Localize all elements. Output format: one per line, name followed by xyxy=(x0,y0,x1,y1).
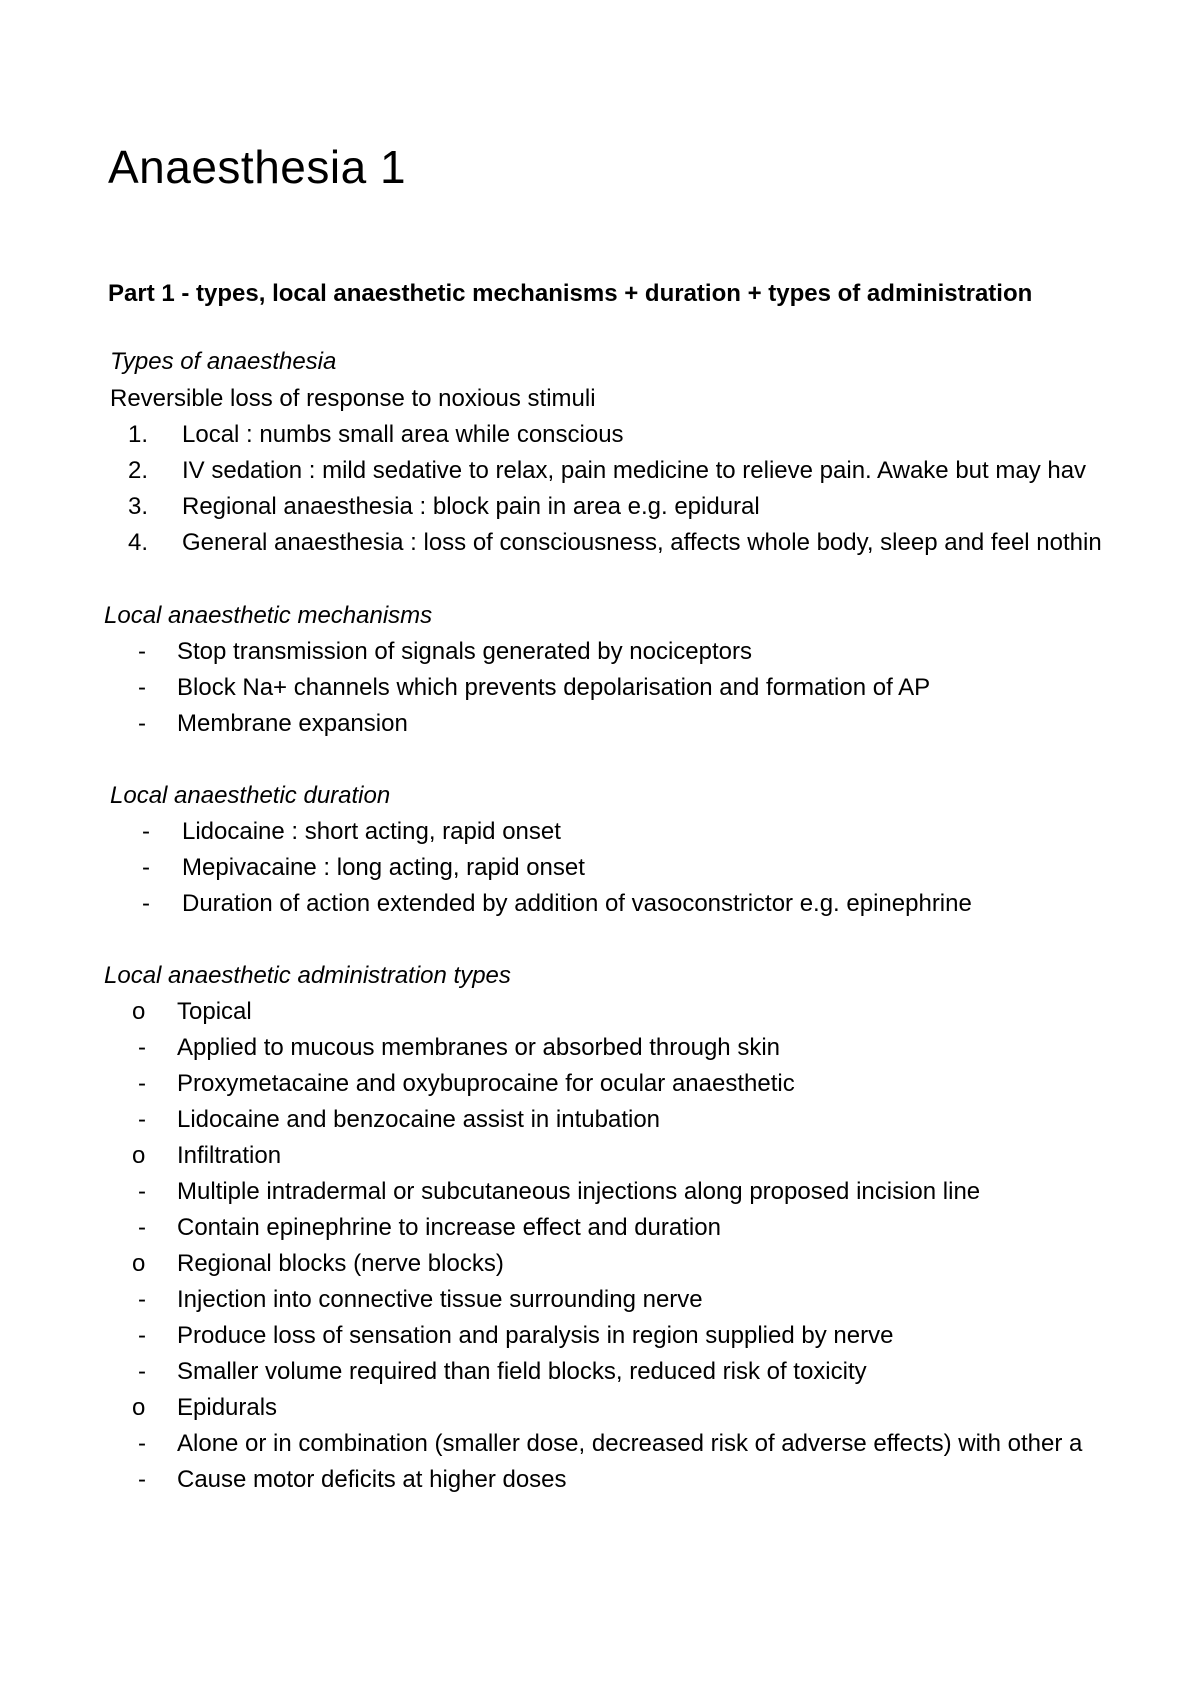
administration-item xyxy=(0,1178,1200,1214)
types-heading: Types of anaesthesia xyxy=(110,348,337,375)
list-dash: - xyxy=(142,818,150,845)
administration-item xyxy=(0,1106,1200,1142)
types-item xyxy=(0,493,1200,529)
list-number: 1. xyxy=(128,421,149,448)
administration-item xyxy=(0,1430,1200,1466)
list-item-text: Block Na+ channels which prevents depolarisation and formation of AP xyxy=(177,674,931,701)
list-item-text: General anaesthesia : loss of consciousness, affects whole body, sleep and feel nothin xyxy=(182,529,1102,556)
administration-item xyxy=(0,1214,1200,1250)
list-dash: - xyxy=(138,710,146,737)
list-item-text: Stop transmission of signals generated by nociceptors xyxy=(177,638,752,665)
list-item-text: Epidurals xyxy=(177,1394,278,1421)
administration-item xyxy=(0,1322,1200,1358)
list-item-text: Proxymetacaine and oxybuprocaine for ocular anaesthetic xyxy=(177,1070,795,1097)
duration-item xyxy=(0,818,1200,854)
list-dash: - xyxy=(138,1034,146,1061)
list-item-text: Injection into connective tissue surrounding nerve xyxy=(177,1286,703,1313)
list-number: 2. xyxy=(128,457,149,484)
list-item-text: Local : numbs small area while conscious xyxy=(182,421,624,448)
administration-item xyxy=(0,1034,1200,1070)
list-item-text: Contain epinephrine to increase effect and duration xyxy=(177,1214,721,1241)
mechanisms-heading: Local anaesthetic mechanisms xyxy=(104,602,433,629)
administration-item xyxy=(0,1358,1200,1394)
list-item-text: Applied to mucous membranes or absorbed through skin xyxy=(177,1034,780,1061)
list-item-text: Regional anaesthesia : block pain in area e.g. epidural xyxy=(182,493,760,520)
duration-item xyxy=(0,890,1200,926)
list-dash: - xyxy=(138,1286,146,1313)
mechanisms-item xyxy=(0,710,1200,746)
list-dash: - xyxy=(138,1178,146,1205)
list-bullet: o xyxy=(132,998,146,1025)
list-item-text: Lidocaine : short acting, rapid onset xyxy=(182,818,561,845)
list-number: 4. xyxy=(128,529,149,556)
types-item xyxy=(0,529,1200,565)
administration-item xyxy=(0,1250,1200,1286)
page-title: Anaesthesia 1 xyxy=(108,141,407,193)
types-item xyxy=(0,457,1200,493)
list-dash: - xyxy=(142,890,150,917)
list-dash: - xyxy=(138,1070,146,1097)
list-dash: - xyxy=(138,1214,146,1241)
list-item-text: Infiltration xyxy=(177,1142,282,1169)
duration-heading: Local anaesthetic duration xyxy=(110,782,391,809)
list-dash: - xyxy=(138,638,146,665)
mechanisms-item xyxy=(0,674,1200,710)
list-item-text: IV sedation : mild sedative to relax, pain medicine to relieve pain. Awake but may hav xyxy=(182,457,1087,484)
list-bullet: o xyxy=(132,1394,146,1421)
list-number: 3. xyxy=(128,493,149,520)
list-item-text: Duration of action extended by addition of vasoconstrictor e.g. epinephrine xyxy=(182,890,972,917)
list-dash: - xyxy=(138,674,146,701)
list-item-text: Regional blocks (nerve blocks) xyxy=(177,1250,504,1277)
list-dash: - xyxy=(138,1430,146,1457)
list-item-text: Topical xyxy=(177,998,252,1025)
administration-item xyxy=(0,1070,1200,1106)
list-dash: - xyxy=(142,854,150,881)
types-intro: Reversible loss of response to noxious stimuli xyxy=(110,385,596,412)
list-item-text: Lidocaine and benzocaine assist in intubation xyxy=(177,1106,661,1133)
list-item-text: Membrane expansion xyxy=(177,710,408,737)
administration-item xyxy=(0,1286,1200,1322)
list-bullet: o xyxy=(132,1250,146,1277)
list-dash: - xyxy=(138,1322,146,1349)
list-item-text: Smaller volume required than field blocks, reduced risk of toxicity xyxy=(177,1358,867,1385)
duration-item xyxy=(0,854,1200,890)
list-item-text: Produce loss of sensation and paralysis in region supplied by nerve xyxy=(177,1322,894,1349)
administration-item xyxy=(0,1466,1200,1502)
administration-item xyxy=(0,1142,1200,1178)
list-item-text: Alone or in combination (smaller dose, decreased risk of adverse effects) with other a xyxy=(177,1430,1083,1457)
types-item xyxy=(0,421,1200,457)
administration-item xyxy=(0,998,1200,1034)
list-item-text: Mepivacaine : long acting, rapid onset xyxy=(182,854,585,881)
administration-item xyxy=(0,1394,1200,1430)
list-item-text: Multiple intradermal or subcutaneous injections along proposed incision line xyxy=(177,1178,981,1205)
part-heading: Part 1 - types, local anaesthetic mechanisms + duration + types of administration xyxy=(108,280,1033,307)
list-dash: - xyxy=(138,1358,146,1385)
list-dash: - xyxy=(138,1106,146,1133)
mechanisms-item xyxy=(0,638,1200,674)
administration-heading: Local anaesthetic administration types xyxy=(104,962,511,989)
list-item-text: Cause motor deficits at higher doses xyxy=(177,1466,567,1493)
list-bullet: o xyxy=(132,1142,146,1169)
list-dash: - xyxy=(138,1466,146,1493)
